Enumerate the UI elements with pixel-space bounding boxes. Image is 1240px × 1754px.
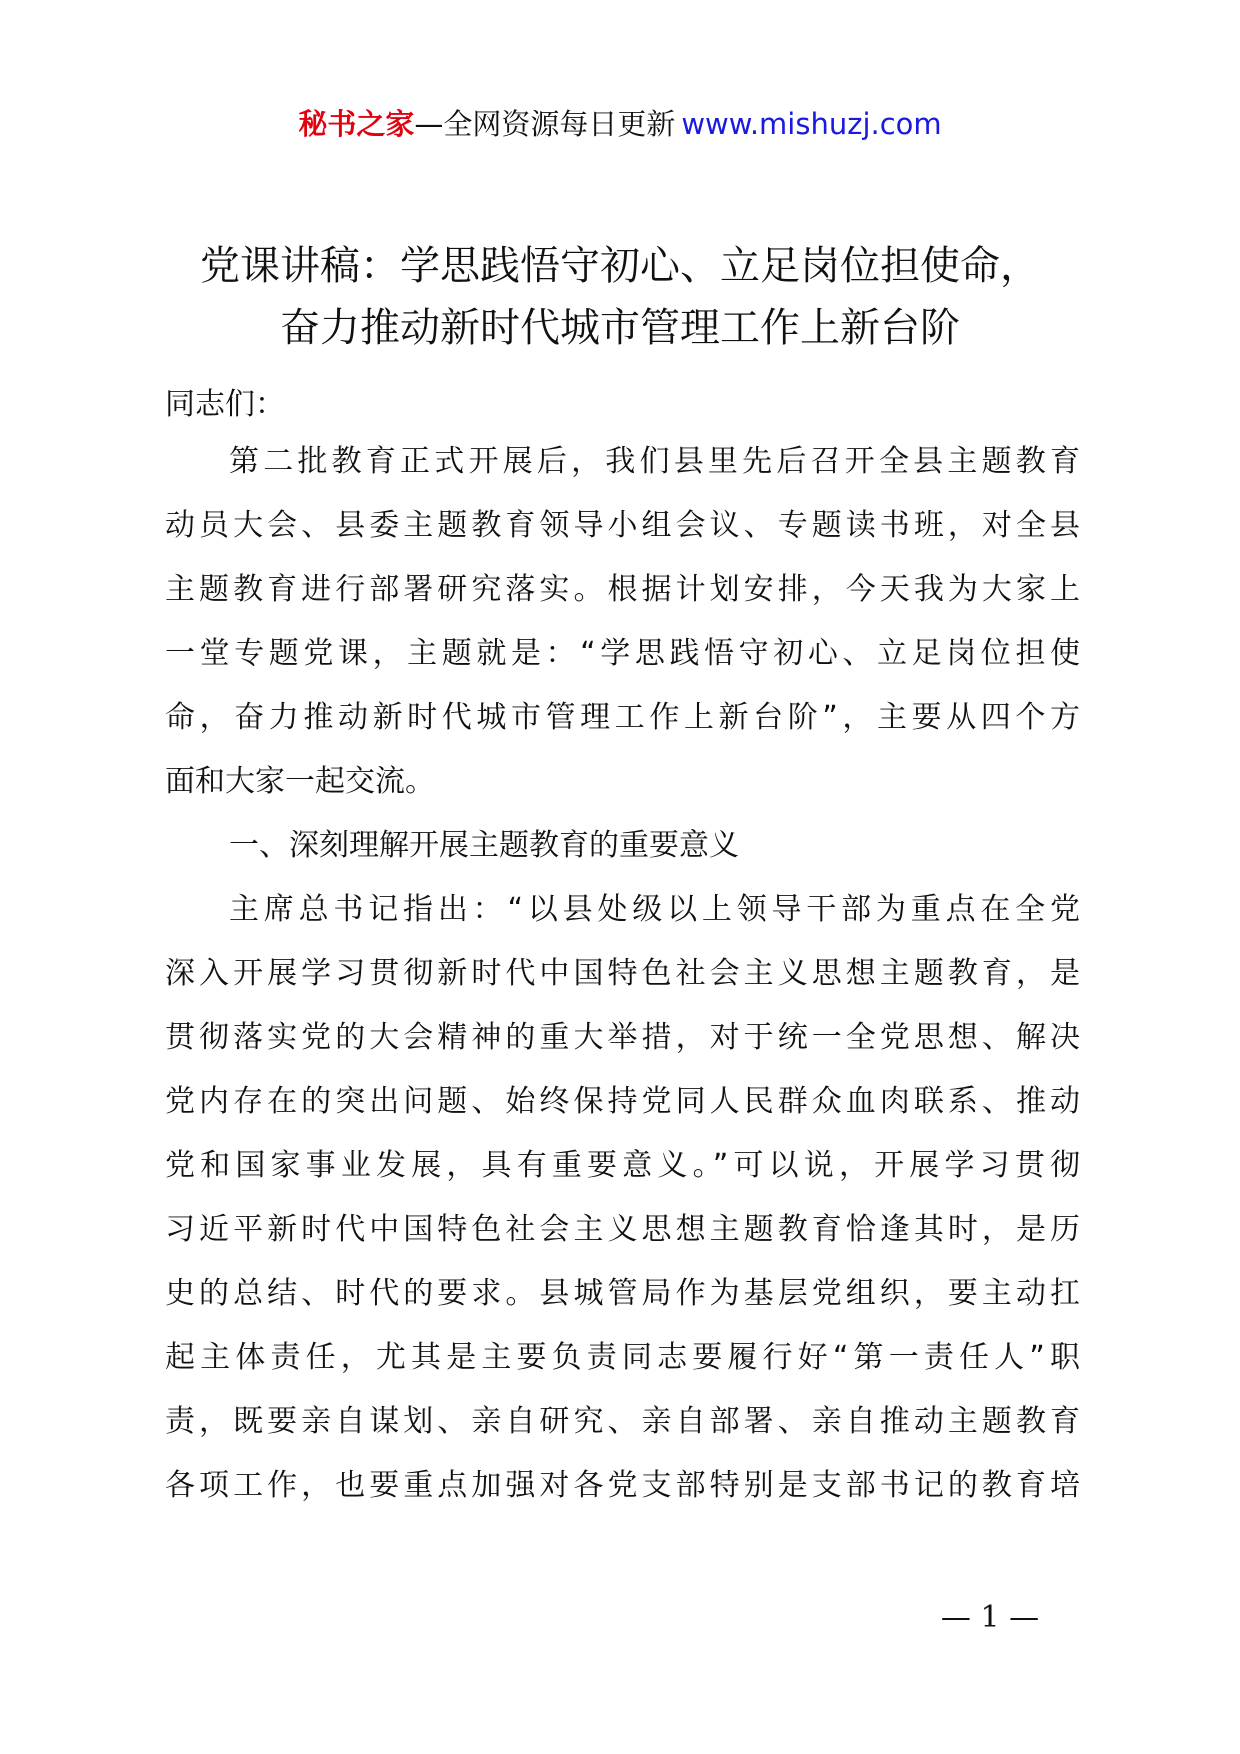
site-header-banner (0, 100, 1240, 148)
paragraph-line: 动员大会、县委主题教育领导小组会议、专题读书班，对全县 (165, 508, 1080, 543)
paragraph-line: 各项工作，也要重点加强对各党支部特别是支部书记的教育培 (165, 1468, 1080, 1503)
title-line: 党课讲稿：学思践悟守初心、立足岗位担使命， (200, 243, 1040, 289)
paragraph-line: 责，既要亲自谋划、亲自研究、亲自部署、亲自推动主题教育 (165, 1404, 1080, 1439)
page-number: — 1 — (940, 1600, 1040, 1635)
paragraph-line: 贯彻落实党的大会精神的重大举措，对于统一全党思想、解决 (165, 1020, 1080, 1055)
paragraph-line: 起主体责任，尤其是主要负责同志要履行好“第一责任人”职 (165, 1340, 1080, 1375)
paragraph-line: 党和国家事业发展，具有重要意义。”可以说，开展学习贯彻 (165, 1148, 1080, 1183)
paragraph-line: 史的总结、时代的要求。县城管局作为基层党组织，要主动扛 (165, 1276, 1080, 1311)
paragraph-line: 面和大家一起交流。 (165, 764, 435, 799)
document-title (150, 235, 1090, 359)
paragraph-line: 深入开展学习贯彻新时代中国特色社会主义思想主题教育，是 (165, 956, 1080, 991)
document-body (165, 430, 1080, 1518)
paragraph-line: 党内存在的突出问题、始终保持党同人民群众血肉联系、推动 (165, 1084, 1080, 1119)
paragraph-line: 主席总书记指出：“以县处级以上领导干部为重点在全党 (229, 892, 1080, 927)
brand-name: 秘书之家 (298, 107, 415, 141)
site-url-link[interactable]: www.mishuzj.com (681, 107, 942, 141)
paragraph-line: 习近平新时代中国特色社会主义思想主题教育恰逢其时，是历 (165, 1212, 1080, 1247)
paragraph-line: 第二批教育正式开展后，我们县里先后召开全县主题教育 (229, 444, 1080, 479)
salutation: 同志们： (165, 387, 285, 422)
section-heading: 一、深刻理解开展主题教育的重要意义 (229, 828, 739, 863)
paragraph-line: 一堂专题党课，主题就是：“学思践悟守初心、立足岗位担使 (165, 636, 1080, 671)
paragraph-line: 命，奋力推动新时代城市管理工作上新台阶”，主要从四个方 (165, 700, 1080, 735)
title-line: 奋力推动新时代城市管理工作上新台阶 (280, 305, 960, 351)
header-tagline: —全网资源每日更新 (414, 107, 676, 141)
paragraph-line: 主题教育进行部署研究落实。根据计划安排，今天我为大家上 (165, 572, 1080, 607)
